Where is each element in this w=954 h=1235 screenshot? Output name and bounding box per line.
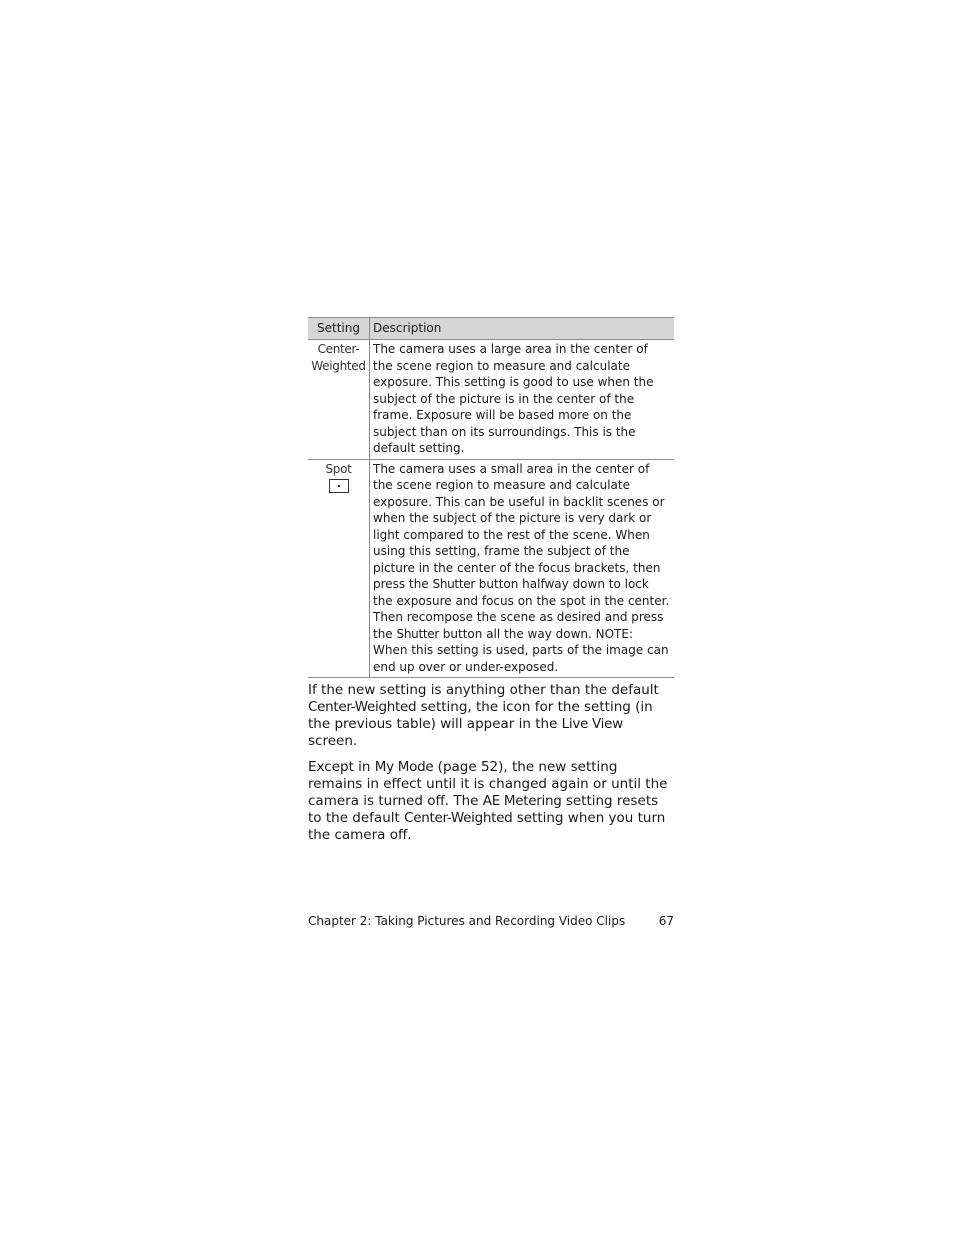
- description-text: button halfway down to lock the exposure and focus on the spot in the center. Then recompose the scene as desired and press the: [373, 577, 670, 641]
- page-footer: [308, 914, 674, 928]
- paragraph-text: setting when you turn the camera off.: [308, 810, 666, 843]
- table-row: [308, 340, 674, 460]
- paragraph-text: (page 52), the new setting remains in effect until it is changed again or until the camera is turned off. The: [308, 759, 668, 809]
- setting-cell-spot: [308, 459, 370, 678]
- shutter-term: Shutter: [432, 577, 475, 591]
- page-content: [308, 317, 674, 844]
- description-cell: The camera uses a large area in the center of the scene region to measure and calculate exposure. This setting is good to use when the subject of the picture is in the center of the frame. Exposure will be based more on the subject than on its surroundings. This is the default setting.: [370, 340, 675, 460]
- description-text: The camera uses a small area in the center of the scene region to measure and calculate exposure. This can be useful in backlit scenes or when the subject of the picture is very dark or light compared to the rest of the scene. When using this setting, frame the subject of the picture in the center of the focus brackets, then press the: [373, 461, 665, 591]
- paragraph-text: setting resets to the default: [308, 793, 659, 826]
- description-text: button all the way down. NOTE: When this setting is used, parts of the image can end up over or under-exposed.: [373, 626, 669, 674]
- live-view-term: Live View: [561, 716, 623, 732]
- table-row: [308, 459, 674, 678]
- center-weighted-term: Center-Weighted: [308, 699, 417, 715]
- description-cell: [370, 459, 675, 678]
- paragraph-text: Except in: [308, 759, 375, 775]
- center-weighted-term: Center-Weighted: [404, 810, 513, 826]
- setting-name-line2: Weighted: [311, 358, 366, 373]
- setting-name: Spot: [325, 461, 352, 476]
- table-header-row: [308, 318, 674, 340]
- chapter-title: Chapter 2: Taking Pictures and Recording Video Clips: [308, 914, 626, 928]
- paragraph-live-view: [308, 682, 674, 750]
- header-setting: Setting: [308, 318, 370, 340]
- paragraph-my-mode: [308, 759, 674, 844]
- ae-metering-term: AE Metering: [482, 793, 562, 809]
- page-number: 67: [658, 914, 674, 928]
- header-description: Description: [370, 318, 675, 340]
- paragraph-text: setting, the icon for the setting (in the previous table) will appear in the: [308, 699, 653, 732]
- spot-metering-icon: [329, 479, 349, 493]
- my-mode-term: My Mode: [374, 759, 434, 775]
- setting-name-line1: Center-: [317, 342, 360, 356]
- paragraph-text: screen.: [308, 733, 358, 749]
- paragraph-text: If the new setting is anything other than the default: [308, 682, 659, 698]
- shutter-term: Shutter: [396, 626, 439, 641]
- setting-cell-center-weighted: [308, 340, 370, 460]
- settings-table: [308, 317, 674, 678]
